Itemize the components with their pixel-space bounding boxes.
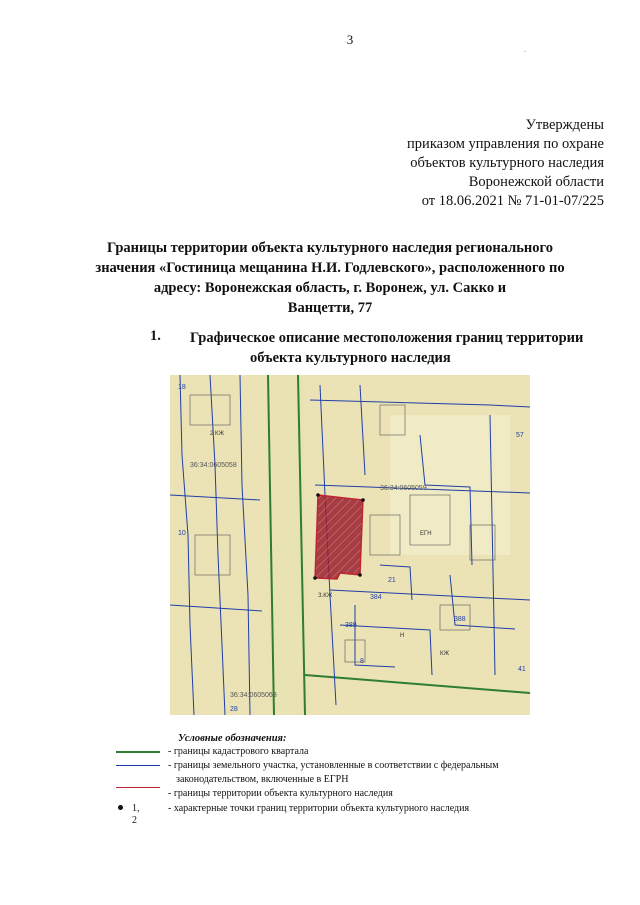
- legend-text: - границы территории объекта культурного наследия: [168, 788, 393, 799]
- title-line: Границы территории объекта культурного наследия регионального: [107, 240, 553, 256]
- document-title: [80, 238, 580, 318]
- map-label: 36:34:0605058: [190, 462, 237, 469]
- map-label: 388: [454, 616, 466, 623]
- map-label: 36:34:0605063: [230, 692, 277, 699]
- map-label: 21: [388, 577, 396, 584]
- section-number: 1.: [150, 328, 161, 344]
- map-label: 18: [178, 384, 186, 391]
- map-label: 2 КЖ: [210, 431, 225, 437]
- approval-line: приказом управления по охране: [407, 136, 604, 152]
- section-title-line: объекта культурного наследия: [250, 350, 451, 366]
- point-marker-icon: [118, 805, 123, 810]
- legend-text: законодательством, включенные в ЕГРН: [176, 774, 349, 785]
- approval-line: Воронежской области: [468, 174, 604, 190]
- section-title: [190, 328, 610, 368]
- map-label: 57: [516, 432, 524, 439]
- legend-point-label: 1, 2: [132, 803, 140, 826]
- legend-text: - границы кадастрового квартала: [168, 746, 309, 757]
- legend-swatch: [116, 765, 160, 766]
- section-title-line: Графическое описание местоположения границ территории: [190, 330, 584, 346]
- cadastral-map: [170, 375, 530, 715]
- map-label: ЕГН: [420, 531, 432, 537]
- map-label: 384: [370, 594, 382, 601]
- approval-line: Утверждены: [525, 117, 604, 133]
- map-label: 36:34:0605059: [380, 485, 427, 492]
- approval-block: [407, 116, 604, 211]
- title-line: адресу: Воронежская область, г. Воронеж, ул. Сакко и: [153, 280, 507, 296]
- map-label: Н: [400, 633, 405, 639]
- page-number: 3: [346, 32, 354, 47]
- map-label: 389: [345, 622, 357, 629]
- scan-mark: .: [524, 44, 527, 54]
- boundary-point: [361, 498, 365, 502]
- legend-text: - характерные точки границ территории объекта культурного наследия: [168, 803, 470, 814]
- boundary-point: [313, 576, 317, 580]
- map-label: 8: [360, 658, 364, 665]
- boundary-point: [358, 573, 362, 577]
- legend-swatch: [116, 787, 160, 788]
- map-label: 10: [178, 530, 186, 537]
- legend-title: Условные обозначения:: [178, 733, 287, 744]
- map-label: 28: [230, 706, 238, 713]
- boundary-point: [316, 493, 320, 497]
- title-line: значения «Гостиница мещанина Н.И. Годлевского», расположенного по: [95, 260, 565, 276]
- map-label: 41: [518, 666, 526, 673]
- map-label: З.КЖ: [318, 593, 333, 599]
- title-line: Ванцетти, 77: [287, 300, 373, 316]
- map-label: КЖ: [440, 651, 450, 657]
- legend-swatch: [116, 751, 160, 753]
- approval-line: от 18.06.2021 № 71-01-07/225: [421, 193, 604, 209]
- approval-line: объектов культурного наследия: [410, 155, 604, 171]
- heritage-territory-boundary: [315, 495, 363, 579]
- legend-text: - границы земельного участка, установленные в соответствии с федеральным: [168, 760, 499, 771]
